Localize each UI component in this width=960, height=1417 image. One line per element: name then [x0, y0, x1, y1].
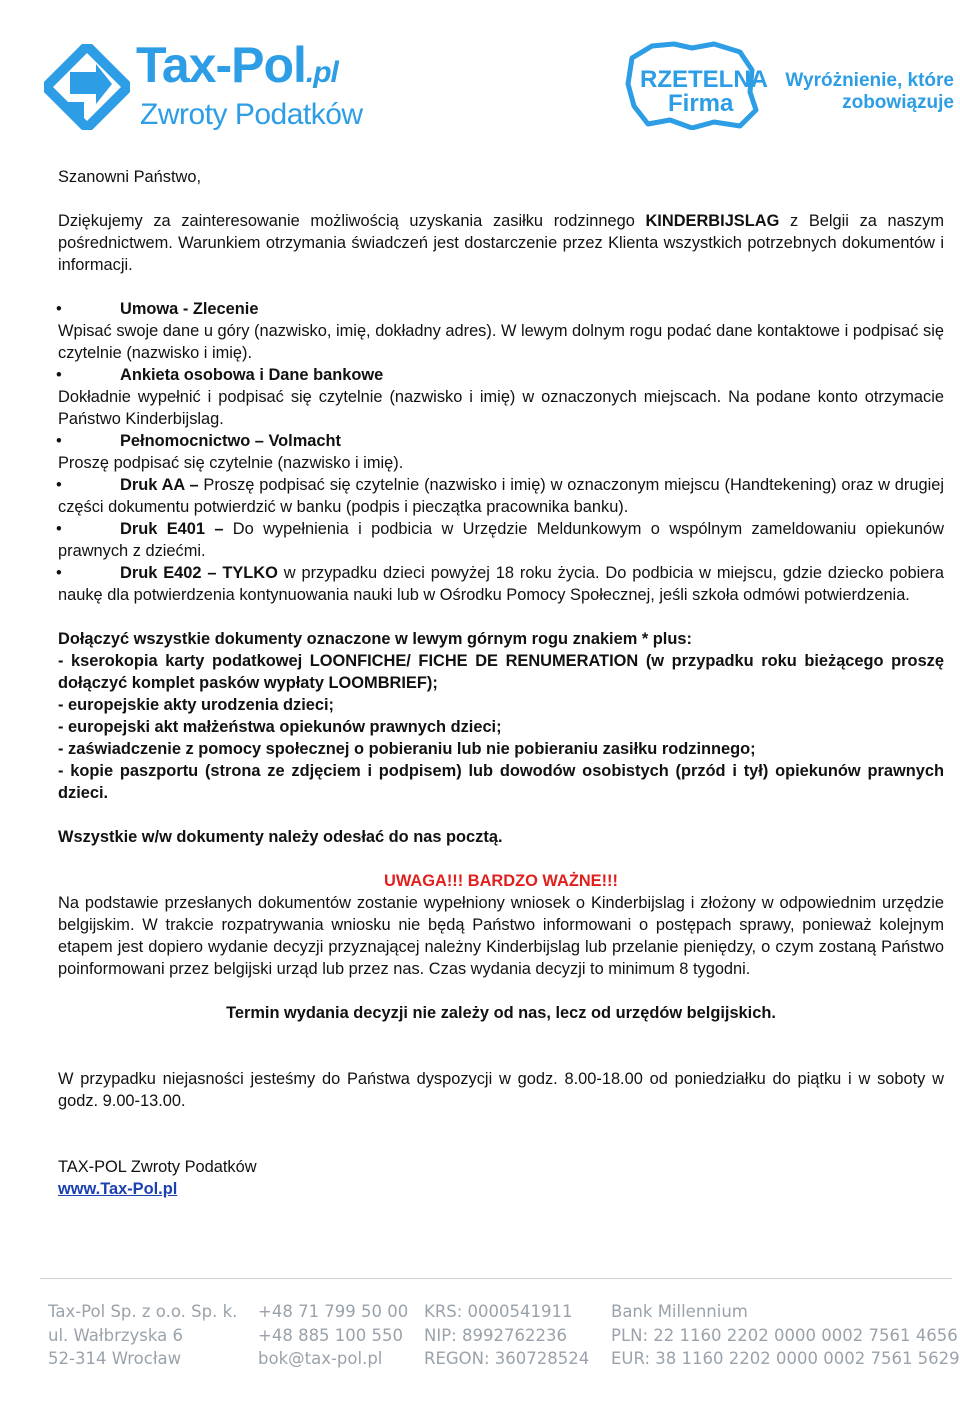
bullet-icon: • [56, 366, 62, 384]
attachment-item: - europejski akt małżeństwa opiekunów prawnych dzieci; [58, 718, 502, 736]
footer-contact [258, 1300, 408, 1371]
footer-registry: KRS: 0000541911 NIP: 8992762236 REGON: 360728524 [424, 1302, 590, 1368]
bullet-icon: • [56, 300, 62, 318]
footer-divider [40, 1278, 952, 1279]
email-link[interactable]: bok@tax-pol.pl [258, 1349, 383, 1368]
list-item: • Druk E401 – Do wypełnienia i podbicia w Urzędzie Meldunkowym o wspólnym zameldowaniu opiekunów prawnych z dziećmi. [56, 520, 944, 560]
item-description: Wpisać swoje dane u góry (nazwisko, imię, dokładny adres). W lewym dolnym rogu podać dane kontaktowe i podpisać się czytelnie (nazwisko i imię). [58, 322, 944, 362]
badge-title: RZETELNA Firma [640, 66, 768, 117]
footer-company: Tax-Pol Sp. z o.o. Sp. k. ul. Wałbrzyska 6 52-314 Wrocław [48, 1302, 238, 1368]
letterhead [0, 0, 960, 150]
attachment-item: - zaświadczenie z pomocy społecznej o pobieraniu lub nie pobieraniu zasiłku rodzinnego; [58, 740, 756, 758]
warning-paragraph: Na podstawie przesłanych dokumentów zostanie wypełniony wniosek o Kinderbijslag i złożony w odpowiednim urzędzie belgijskim. W trakcie rozpatrywania wniosku nie będą Państwo informowani o postępach sprawy, ponieważ kolejnym etapem jest dopiero wydanie decyzji przyznającej należny Kinderbijslag lub przelanie pieniędzy, o czym zostaną Państwo poinformowani przez belgijski urząd lub przez nas. Czas wydania decyzji to minimum 8 tygodni. [58, 894, 944, 978]
attachment-item: - europejskie akty urodzenia dzieci; [58, 696, 334, 714]
signature: TAX-POL Zwroty Podatków [58, 1158, 257, 1176]
bullet-icon: • [56, 476, 62, 494]
item-description: Dokładnie wypełnić i podpisać się czytelnie (nazwisko i imię) w oznaczonych miejscach. Na podane konto otrzymacie Państwo Kinderbijslag. [58, 388, 944, 428]
bullet-icon: • [56, 520, 62, 538]
phone-link[interactable]: +48 885 100 550 [258, 1325, 404, 1345]
rzetelna-firma-badge[interactable] [622, 40, 952, 130]
office-hours: W przypadku niejasności jesteśmy do Państwa dyspozycji w godz. 8.00-18.00 od poniedziałku do piątku i w soboty w godz. 9.00-13.00. [58, 1070, 944, 1110]
list-item: • Umowa - Zlecenie [56, 300, 259, 318]
list-item: • Ankieta osobowa i Dane bankowe [56, 366, 384, 384]
list-item: • Pełnomocnictwo – Volmacht [56, 432, 342, 450]
item-description: Proszę podpisać się czytelnie (nazwisko i imię). [58, 454, 404, 472]
logo-subtitle: Zwroty Podatków [140, 98, 363, 131]
footer-bank: Bank Millennium PLN: 22 1160 2202 0000 0002 7561 4656 EUR: 38 1160 2202 0000 0002 7561 5629 [611, 1302, 960, 1368]
list-item: • Druk AA – Proszę podpisać się czytelnie (nazwisko i imię) w oznaczonym miejscu (Handtekening) oraz w drugiej części dokumentu potwierdzić w banku (podpis i pieczątka pracownika banku). [56, 476, 944, 516]
bullet-icon: • [56, 564, 62, 582]
phone-link[interactable]: +48 71 799 50 00 [258, 1302, 409, 1321]
badge-tagline: Wyróżnienie, które zobowiązuje [785, 70, 954, 113]
list-item: • Druk E402 – TYLKO w przypadku dzieci powyżej 18 roku życia. Do podbicia w miejscu, gdzie dziecko pobiera naukę dla potwierdzenia kontynuowania nauki lub w Ośrodku Pomocy Społecznej, jeśli szkoła odmówi potwierdzenia. [56, 564, 944, 604]
logo-mark-icon [44, 44, 130, 130]
greeting: Szanowni Państwo, [58, 168, 202, 186]
warning-title: UWAGA!!! BARDZO WAŻNE!!! [384, 872, 618, 890]
website-link[interactable]: www.Tax-Pol.pl [58, 1180, 178, 1198]
intro-paragraph: Dziękujemy za zainteresowanie możliwością uzyskania zasiłku rodzinnego KINDERBIJSLAG z Belgii za naszym pośrednictwem. Warunkiem otrzymania świadczeń jest dostarczenie przez Klienta wszystkich potrzebnych dokumentów i informacji. [58, 212, 945, 274]
tax-pol-logo[interactable] [44, 38, 394, 138]
logo-name: Tax-Pol.pl [136, 37, 338, 93]
attachment-item: - kserokopia karty podatkowej LOONFICHE/ FICHE DE RENUMERATION (w przypadku roku bieżącego proszę dołączyć komplet pasków wypłaty LOOMBRIEF); [58, 652, 944, 692]
attachment-item: - kopie paszportu (strona ze zdjęciem i podpisem) lub dowodów osobistych (przód i tył) opiekunów prawnych dzieci. [58, 762, 944, 802]
decision-note: Termin wydania decyzji nie zależy od nas, lecz od urzędów belgijskich. [226, 1004, 776, 1022]
letter-body [58, 166, 944, 1200]
send-note: Wszystkie w/w dokumenty należy odesłać do nas pocztą. [58, 828, 503, 846]
bullet-icon: • [56, 432, 62, 450]
attachments-heading: Dołączyć wszystkie dokumenty oznaczone w lewym górnym rogu znakiem * plus: [58, 630, 692, 648]
